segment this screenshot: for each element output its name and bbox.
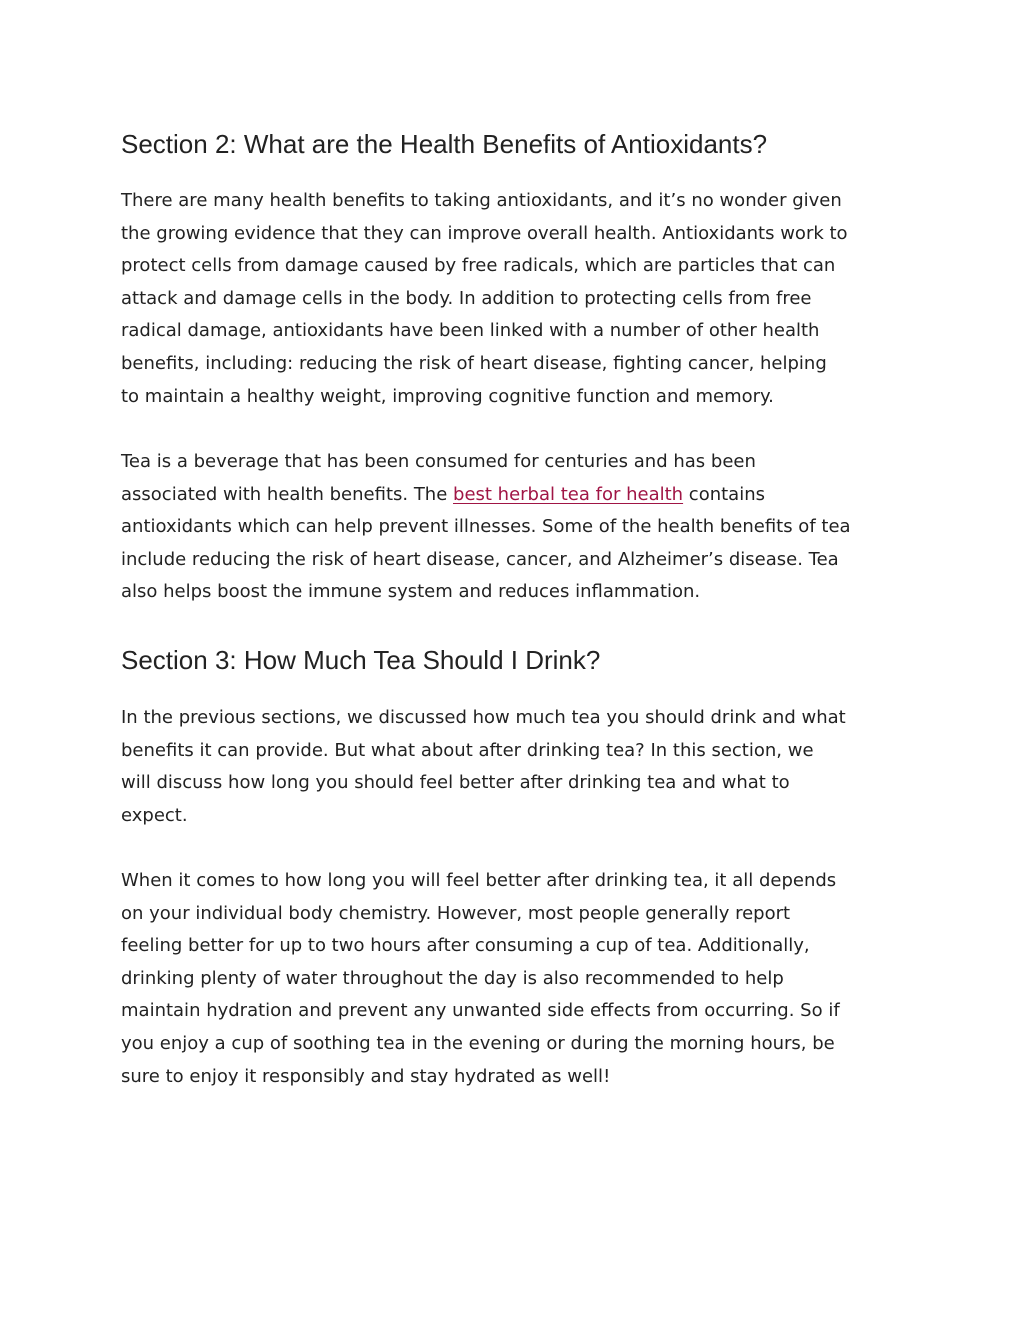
text-line: the growing evidence that they can improve overall health. Antioxidants work to bbox=[121, 222, 848, 244]
section-2-paragraph-1 bbox=[121, 185, 911, 413]
text-after-link: contains bbox=[683, 483, 765, 505]
text-line: sure to enjoy it responsibly and stay hydrated as well! bbox=[121, 1065, 611, 1087]
text-line: also helps boost the immune system and reduces inflammation. bbox=[121, 581, 701, 603]
text-line: drinking plenty of water throughout the day is also recommended to help bbox=[121, 967, 784, 989]
text-line: include reducing the risk of heart disease, cancer, and Alzheimer’s disease. Tea bbox=[121, 548, 839, 570]
text-line: In the previous sections, we discussed how much tea you should drink and what bbox=[121, 707, 846, 728]
text-line: feeling better for up to two hours after consuming a cup of tea. Additionally, bbox=[121, 935, 810, 957]
text-line: you enjoy a cup of soothing tea in the evening or during the morning hours, be bbox=[121, 1032, 835, 1054]
text-line: will discuss how long you should feel better after drinking tea and what to bbox=[121, 772, 790, 794]
text-line: Tea is a beverage that has been consumed for centuries and has been bbox=[121, 451, 756, 472]
text-line: There are many health benefits to taking antioxidants, and it’s no wonder given bbox=[121, 190, 842, 211]
section-2-paragraph-2 bbox=[121, 446, 911, 609]
text-line: benefits it can provide. But what about after drinking tea? In this section, we bbox=[121, 739, 814, 761]
text-before-link: associated with health benefits. The bbox=[121, 483, 454, 505]
text-line: radical damage, antioxidants have been linked with a number of other health bbox=[121, 320, 820, 342]
text-line: When it comes to how long you will feel better after drinking tea, it all depends bbox=[121, 870, 837, 891]
best-herbal-tea-link[interactable]: best herbal tea for health bbox=[453, 483, 684, 505]
text-line: on your individual body chemistry. However, most people generally report bbox=[121, 902, 791, 924]
section-3-paragraph-1 bbox=[121, 702, 911, 832]
text-line: to maintain a healthy weight, improving cognitive function and memory. bbox=[121, 385, 774, 407]
text-line: antioxidants which can help prevent illnesses. Some of the health benefits of tea bbox=[121, 516, 851, 538]
text-line: maintain hydration and prevent any unwanted side effects from occurring. So if bbox=[121, 1000, 840, 1022]
text-line: protect cells from damage caused by free radicals, which are particles that can bbox=[121, 255, 836, 277]
section-3-paragraph-2 bbox=[121, 865, 911, 1093]
text-line: attack and damage cells in the body. In addition to protecting cells from free bbox=[121, 287, 812, 309]
text-line-with-link bbox=[121, 479, 911, 512]
section-3-heading: Section 3: How Much Tea Should I Drink? bbox=[121, 645, 601, 675]
text-line: expect. bbox=[121, 804, 188, 826]
text-line: benefits, including: reducing the risk of heart disease, fighting cancer, helping bbox=[121, 352, 827, 374]
section-2-heading: Section 2: What are the Health Benefits of Antioxidants? bbox=[121, 129, 768, 159]
